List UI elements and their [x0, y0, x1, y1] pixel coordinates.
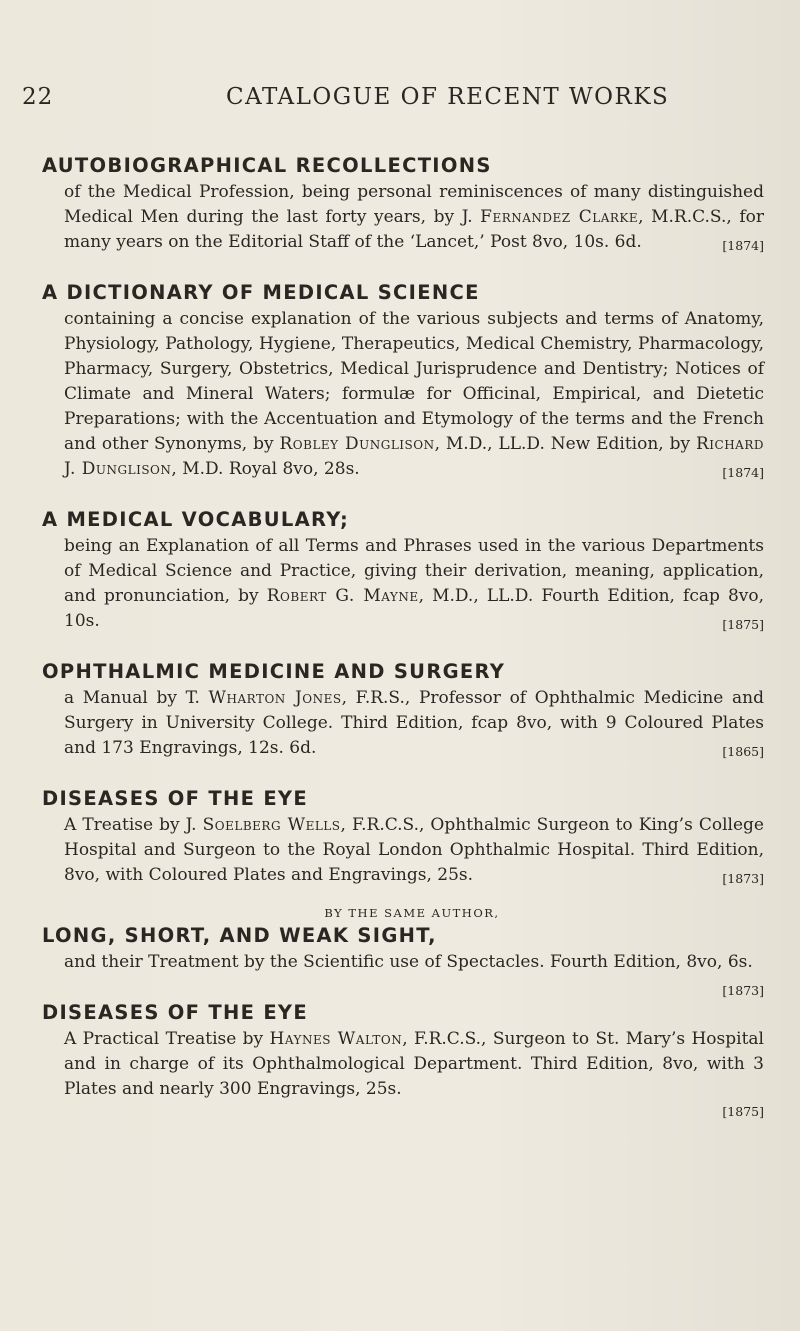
entry-description	[64, 686, 764, 761]
catalogue-entry-medical-vocabulary	[42, 506, 782, 634]
catalogue-entry-autobiographical-recollections	[42, 152, 782, 255]
entry-description	[64, 1027, 764, 1102]
entry-description	[64, 180, 764, 255]
catalogue-entry-ophthalmic-medicine	[42, 658, 782, 761]
entry-year: [1874]	[722, 238, 764, 253]
catalogue-entries	[42, 152, 782, 1140]
entry-author: Robley Dunglison	[279, 434, 435, 454]
entry-author: Soelberg Wells	[202, 815, 341, 835]
entry-text: , F.R.C.S., Ophthalmic Surgeon to King’s College Hospital and Surgeon to the Royal London Ophthalmic Hospital. Third Edition, 8vo, with Coloured Plates and Engravings, 25s.	[64, 815, 764, 885]
page-header	[22, 84, 778, 114]
entry-text: , M.R.C.S., for many years on the Editorial Staff of the ‘Lancet,’ Post 8vo, 10s. 6d.	[64, 207, 764, 252]
entry-author-2: Richard J. Dunglison	[64, 434, 765, 479]
entry-author: Robert G. Mayne	[266, 586, 419, 606]
entry-text: of the Medical Profession, being personal reminiscences of many distinguished Medical Men during the last forty years, by J.	[64, 182, 764, 227]
entry-text: being an Explanation of all Terms and Phrases used in the various Departments of Medical Science and Practice, giving their derivation, meaning, application, and pronunciation, by	[64, 536, 764, 606]
entry-year: [1875]	[722, 1104, 764, 1119]
entry-title: OPHTHALMIC MEDICINE AND SURGERY	[42, 660, 506, 683]
catalogue-entry-diseases-of-the-eye-walton	[42, 999, 782, 1122]
entry-description	[64, 534, 764, 634]
entry-title: LONG, SHORT, AND WEAK SIGHT,	[42, 924, 437, 947]
catalogue-entry-dictionary-medical-science	[42, 279, 782, 482]
entry-text: , M.D., LL.D. Fourth Edition, fcap 8vo, 10s.	[64, 586, 765, 631]
entry-description	[64, 307, 764, 482]
entry-text: A Practical Treatise by	[64, 1029, 270, 1049]
entry-text: , F.R.C.S., Surgeon to St. Mary’s Hospital and in charge of its Ophthalmological Department. Third Edition, 8vo, with 3 Plates and nearly 300 Engravings, 25s.	[64, 1029, 764, 1099]
entry-year: [1865]	[722, 744, 764, 759]
entry-author: Wharton Jones	[208, 688, 342, 708]
catalogue-entry-diseases-of-the-eye-wells	[42, 785, 782, 888]
entry-description	[64, 813, 764, 888]
entry-title: AUTOBIOGRAPHICAL RECOLLECTIONS	[42, 154, 492, 177]
page-number: 22	[22, 84, 54, 110]
entry-author: Haynes Walton	[269, 1029, 403, 1049]
entry-title: A MEDICAL VOCABULARY;	[42, 508, 350, 531]
entry-author: Fernandez Clarke	[480, 207, 639, 227]
entry-text: , M.D., LL.D. New Edition, by	[434, 434, 696, 454]
entry-title: DISEASES OF THE EYE	[42, 787, 308, 810]
entry-year: [1874]	[722, 465, 764, 480]
entry-description	[64, 950, 764, 998]
entry-text: containing a concise explanation of the various subjects and terms of Anatomy, Physiology, Pathology, Hygiene, Therapeutics, Medical Chemistry, Pharmacology, Pharmacy, Surgery, Obstetrics, Medical Jurisprudence and Dentistry; Notices of Climate and Mineral Waters; formulæ for Officinal, Empirical, and Dietetic Preparations; with the Accentuation and Etymology of the terms and the French and other Synonyms, by	[64, 309, 764, 454]
entry-text: a Manual by T.	[64, 688, 209, 708]
entry-text: , F.R.S., Professor of Ophthalmic Medicine and Surgery in University College. Third Edition, fcap 8vo, with 9 Coloured Plates and 173 Engravings, 12s. 6d.	[64, 688, 764, 758]
entry-year: [1875]	[722, 617, 764, 632]
entry-year: [1873]	[722, 983, 764, 998]
entry-title: DISEASES OF THE EYE	[42, 1001, 308, 1024]
entry-title: A DICTIONARY OF MEDICAL SCIENCE	[42, 281, 480, 304]
catalogue-entry-long-short-weak-sight	[42, 906, 782, 998]
entry-text: and their Treatment by the Scientific use of Spectacles. Fourth Edition, 8vo, 6s.	[64, 952, 753, 972]
running-head: CATALOGUE OF RECENT WORKS	[226, 84, 670, 110]
entry-text: , M.D. Royal 8vo, 28s.	[171, 459, 360, 479]
entry-text: A Treatise by J.	[64, 815, 203, 835]
entry-byline: BY THE SAME AUTHOR,	[324, 906, 500, 920]
entry-year: [1873]	[722, 871, 764, 886]
